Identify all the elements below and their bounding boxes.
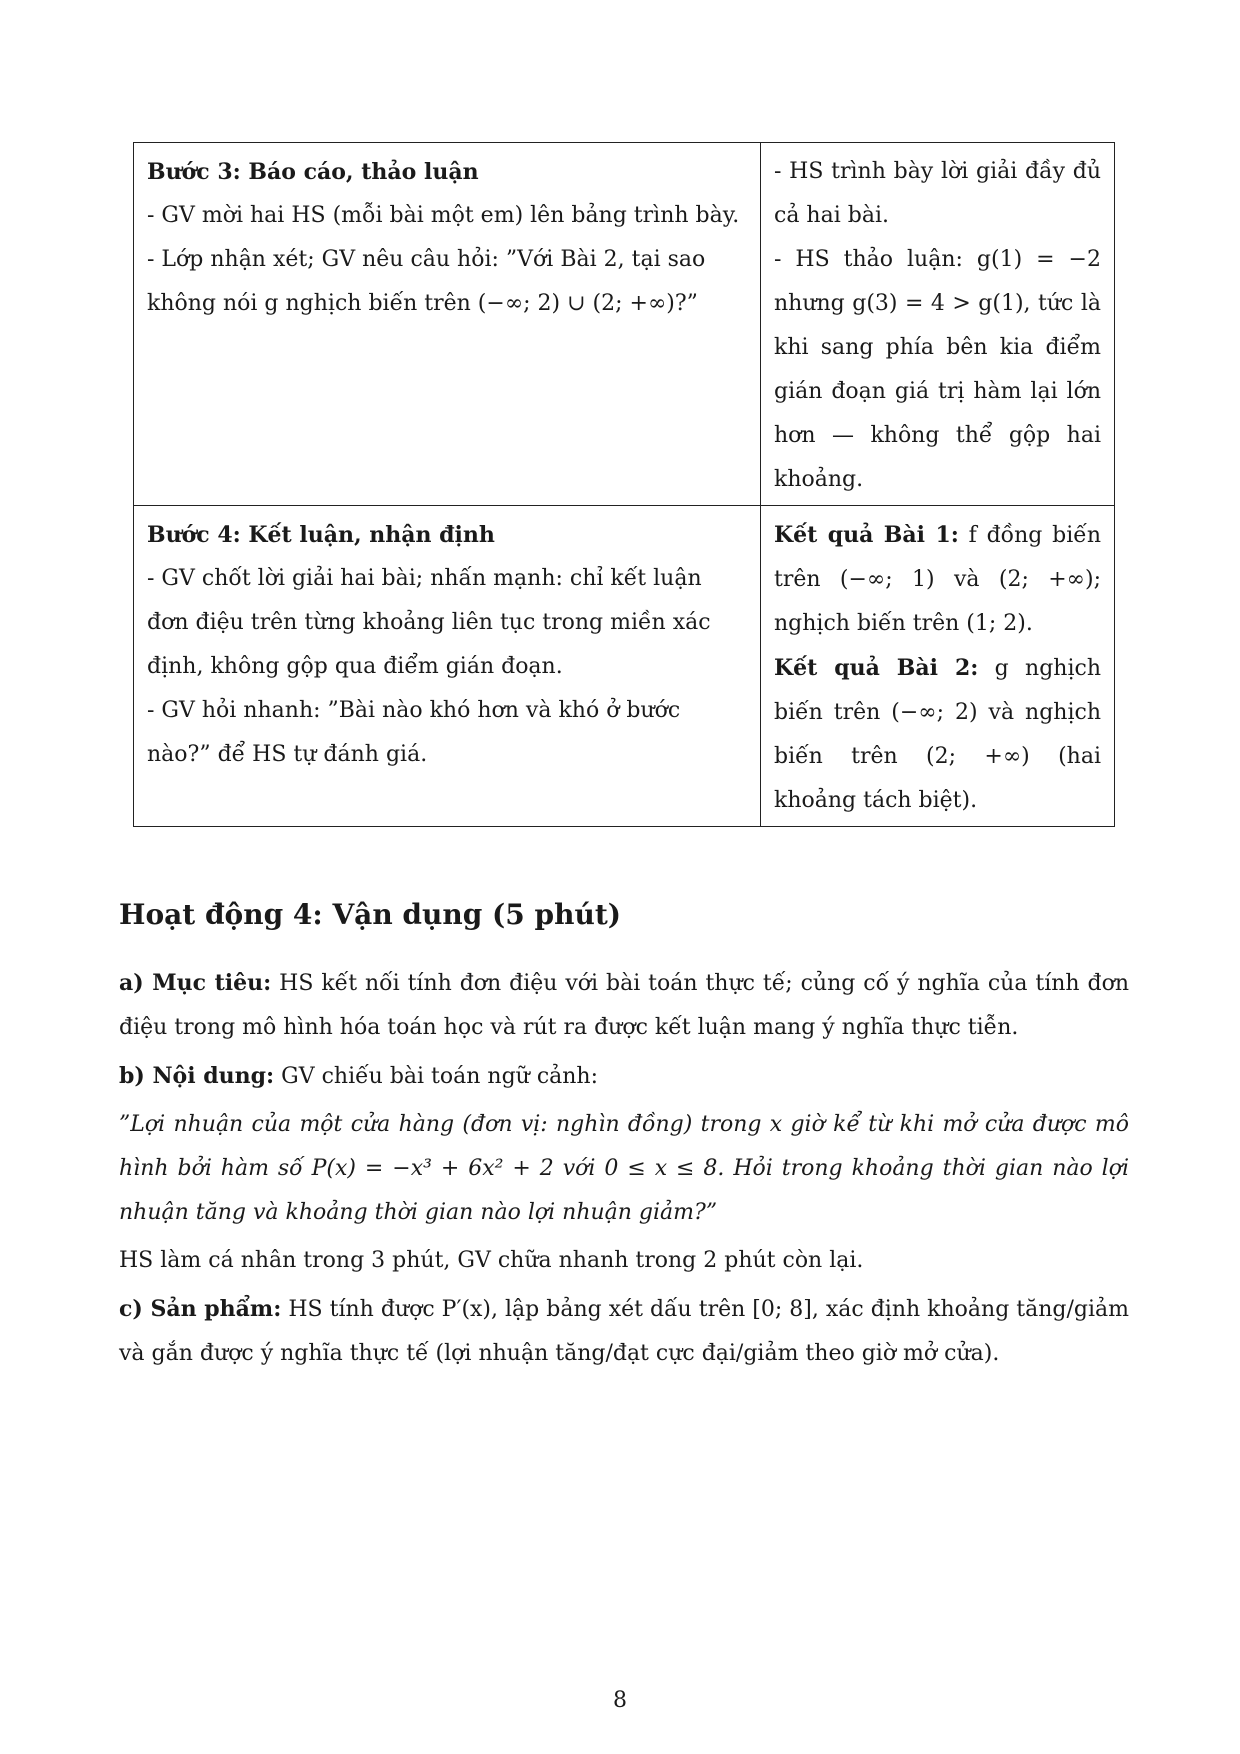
product-paragraph xyxy=(119,1287,1129,1376)
step-4-result-cell xyxy=(761,506,1115,827)
activity-4-section xyxy=(119,895,1129,1380)
step-3-teacher-cell xyxy=(134,143,761,506)
objective-label: a) Mục tiêu: xyxy=(119,970,272,996)
content-text: GV chiếu bài toán ngữ cảnh: xyxy=(281,1064,599,1089)
step-4-left-line-2: - GV hỏi nhanh: ”Bài nào khó hơn và khó ở bước nào?” để HS tự đánh giá. xyxy=(147,698,681,767)
step-3-left-line-2: - Lớp nhận xét; GV nêu câu hỏi: ”Với Bài 2, tại sao không nói g nghịch biến trên (−∞; 2) ∪ (2; +∞)?” xyxy=(147,247,706,316)
result-2-label: Kết quả Bài 2: xyxy=(774,655,979,681)
problem-quote: ”Lợi nhuận của một cửa hàng (đơn vị: nghìn đồng) trong x giờ kể từ khi mở cửa được mô hình bởi hàm số P(x) = −x³ + 6x² + 2 với 0 ≤ x ≤ 8. Hỏi trong khoảng thời gian nào lợi nhuận tăng và khoảng thời gian nào lợi nhuận giảm?” xyxy=(119,1112,1129,1225)
content-paragraph xyxy=(119,1054,1129,1099)
step-4-left-line-1: - GV chốt lời giải hai bài; nhấn mạnh: chỉ kết luận đơn điệu trên từng khoảng liên tục trong miền xác định, không gộp qua điểm gián đoạn. xyxy=(147,566,711,679)
result-1-label: Kết quả Bài 1: xyxy=(774,522,959,548)
step-3-right-line-1: - HS trình bày lời giải đầy đủ cả hai bài. xyxy=(774,159,1101,228)
objective-text: HS kết nối tính đơn điệu với bài toán thực tế; củng cố ý nghĩa của tính đơn điệu trong mô hình hóa toán học và rút ra được kết luận mang ý nghĩa thực tiễn. xyxy=(119,971,1130,1040)
product-text: HS tính được P′(x), lập bảng xét dấu trên [0; 8], xác định khoảng tăng/giảm và gắn được ý nghĩa thực tế (lợi nhuận tăng/đạt cực đại/giảm theo giờ mở cửa). xyxy=(119,1297,1130,1366)
result-1 xyxy=(774,513,1101,646)
activity-heading: Hoạt động 4: Vận dụng (5 phút) xyxy=(119,898,622,931)
product-label: c) Sản phẩm: xyxy=(119,1296,282,1322)
result-2 xyxy=(774,646,1101,823)
table-row-step-3 xyxy=(134,143,1115,506)
objective-paragraph xyxy=(119,961,1129,1050)
step-3-title: Bước 3: Báo cáo, thảo luận xyxy=(147,159,479,185)
step-3-student-cell xyxy=(761,143,1115,506)
result-2-text: g nghịch biến trên (−∞; 2) và nghịch biến trên (2; +∞) (hai khoảng tách biệt). xyxy=(774,656,1101,813)
lesson-steps-table xyxy=(133,142,1115,827)
table-row-step-4 xyxy=(134,506,1115,827)
result-1-text: f đồng biến trên (−∞; 1) và (2; +∞); nghịch biến trên (1; 2). xyxy=(774,523,1101,636)
content-label: b) Nội dung: xyxy=(119,1063,275,1089)
step-4-title: Bước 4: Kết luận, nhận định xyxy=(147,522,495,548)
step-3-right-line-2: - HS thảo luận: g(1) = −2 nhưng g(3) = 4 > g(1), tức là khi sang phía bên kia điểm gián đoạn giá trị hàm lại lớn hơn — không thể gộp hai khoảng. xyxy=(774,247,1101,492)
work-paragraph: HS làm cá nhân trong 3 phút, GV chữa nhanh trong 2 phút còn lại. xyxy=(119,1248,864,1273)
step-3-left-line-1: - GV mời hai HS (mỗi bài một em) lên bảng trình bày. xyxy=(147,203,740,228)
step-4-teacher-cell xyxy=(134,506,761,827)
page-number: 8 xyxy=(613,1688,627,1713)
